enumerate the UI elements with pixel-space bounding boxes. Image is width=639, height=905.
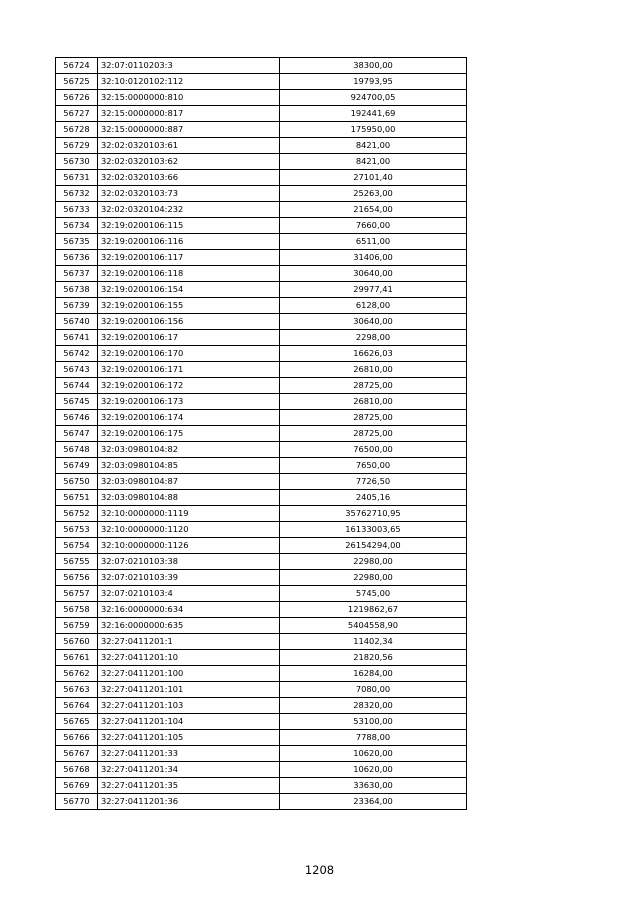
value-cell: 53100,00 [280,714,467,730]
cadastral-number-cell: 32:27:0411201:104 [98,714,280,730]
value-cell: 28320,00 [280,698,467,714]
row-number-cell: 56736 [56,250,98,266]
row-number-cell: 56747 [56,426,98,442]
table-row [56,170,467,186]
value-cell: 28725,00 [280,410,467,426]
value-cell: 28725,00 [280,378,467,394]
value-cell: 5745,00 [280,586,467,602]
value-cell: 7080,00 [280,682,467,698]
table-row [56,314,467,330]
value-cell: 28725,00 [280,426,467,442]
cadastral-number-cell: 32:15:0000000:887 [98,122,280,138]
cadastral-number-cell: 32:19:0200106:171 [98,362,280,378]
cadastral-number-cell: 32:03:0980104:82 [98,442,280,458]
table-row [56,730,467,746]
value-cell: 6128,00 [280,298,467,314]
value-cell: 7726,50 [280,474,467,490]
cadastral-number-cell: 32:02:0320103:73 [98,186,280,202]
cadastral-number-cell: 32:19:0200106:156 [98,314,280,330]
cadastral-number-cell: 32:19:0200106:116 [98,234,280,250]
cadastral-number-cell: 32:27:0411201:1 [98,634,280,650]
table-row [56,138,467,154]
table-row [56,282,467,298]
cadastral-number-cell: 32:27:0411201:33 [98,746,280,762]
table-row [56,698,467,714]
cadastral-number-cell: 32:03:0980104:88 [98,490,280,506]
cadastral-number-cell: 32:07:0210103:38 [98,554,280,570]
value-cell: 7660,00 [280,218,467,234]
row-number-cell: 56724 [56,58,98,74]
cadastral-number-cell: 32:19:0200106:172 [98,378,280,394]
table-row [56,682,467,698]
row-number-cell: 56757 [56,586,98,602]
table-row [56,746,467,762]
row-number-cell: 56764 [56,698,98,714]
table-row [56,490,467,506]
value-cell: 38300,00 [280,58,467,74]
row-number-cell: 56760 [56,634,98,650]
value-cell: 16626,03 [280,346,467,362]
table-row [56,602,467,618]
table-row [56,762,467,778]
row-number-cell: 56759 [56,618,98,634]
table-row [56,186,467,202]
cadastral-number-cell: 32:10:0000000:1120 [98,522,280,538]
value-cell: 22980,00 [280,554,467,570]
value-cell: 26810,00 [280,394,467,410]
table-row [56,122,467,138]
value-cell: 192441,69 [280,106,467,122]
row-number-cell: 56769 [56,778,98,794]
cadastral-number-cell: 32:27:0411201:34 [98,762,280,778]
cadastral-number-cell: 32:15:0000000:810 [98,90,280,106]
value-cell: 26810,00 [280,362,467,378]
cadastral-number-cell: 32:19:0200106:118 [98,266,280,282]
table-row [56,394,467,410]
table-row [56,154,467,170]
row-number-cell: 56756 [56,570,98,586]
cadastral-number-cell: 32:03:0980104:87 [98,474,280,490]
cadastral-number-cell: 32:02:0320104:232 [98,202,280,218]
value-cell: 25263,00 [280,186,467,202]
cadastral-number-cell: 32:07:0210103:4 [98,586,280,602]
table-row [56,586,467,602]
value-cell: 924700,05 [280,90,467,106]
value-cell: 6511,00 [280,234,467,250]
table-row [56,330,467,346]
value-cell: 19793,95 [280,74,467,90]
value-cell: 175950,00 [280,122,467,138]
value-cell: 76500,00 [280,442,467,458]
cadastral-number-cell: 32:16:0000000:635 [98,618,280,634]
row-number-cell: 56753 [56,522,98,538]
table-row [56,506,467,522]
value-cell: 35762710,95 [280,506,467,522]
row-number-cell: 56729 [56,138,98,154]
value-cell: 31406,00 [280,250,467,266]
row-number-cell: 56731 [56,170,98,186]
value-cell: 16133003,65 [280,522,467,538]
cadastral-number-cell: 32:19:0200106:155 [98,298,280,314]
row-number-cell: 56730 [56,154,98,170]
table-row [56,218,467,234]
table-row [56,634,467,650]
table-row [56,90,467,106]
row-number-cell: 56748 [56,442,98,458]
table-row [56,250,467,266]
table-row [56,58,467,74]
row-number-cell: 56735 [56,234,98,250]
table-row [56,346,467,362]
cadastral-number-cell: 32:02:0320103:66 [98,170,280,186]
cadastral-number-cell: 32:02:0320103:62 [98,154,280,170]
table-row [56,74,467,90]
value-cell: 2405,16 [280,490,467,506]
table-row [56,522,467,538]
value-cell: 30640,00 [280,266,467,282]
row-number-cell: 56762 [56,666,98,682]
row-number-cell: 56734 [56,218,98,234]
row-number-cell: 56725 [56,74,98,90]
table-body [56,58,467,810]
value-cell: 21654,00 [280,202,467,218]
value-cell: 8421,00 [280,138,467,154]
cadastral-number-cell: 32:02:0320103:61 [98,138,280,154]
value-cell: 7650,00 [280,458,467,474]
cadastral-number-cell: 32:19:0200106:115 [98,218,280,234]
table-row [56,410,467,426]
table-row [56,666,467,682]
cadastral-number-cell: 32:27:0411201:105 [98,730,280,746]
row-number-cell: 56726 [56,90,98,106]
table-row [56,298,467,314]
row-number-cell: 56765 [56,714,98,730]
cadastral-number-cell: 32:10:0120102:112 [98,74,280,90]
row-number-cell: 56749 [56,458,98,474]
cadastral-number-cell: 32:19:0200106:174 [98,410,280,426]
table-row [56,618,467,634]
cadastral-number-cell: 32:19:0200106:175 [98,426,280,442]
table-row [56,378,467,394]
value-cell: 29977,41 [280,282,467,298]
row-number-cell: 56728 [56,122,98,138]
cadastral-number-cell: 32:03:0980104:85 [98,458,280,474]
cadastral-value-table [55,57,467,810]
row-number-cell: 56743 [56,362,98,378]
row-number-cell: 56741 [56,330,98,346]
value-cell: 10620,00 [280,746,467,762]
cadastral-number-cell: 32:10:0000000:1126 [98,538,280,554]
row-number-cell: 56740 [56,314,98,330]
value-cell: 16284,00 [280,666,467,682]
cadastral-number-cell: 32:19:0200106:170 [98,346,280,362]
cadastral-number-cell: 32:27:0411201:10 [98,650,280,666]
value-cell: 5404558,90 [280,618,467,634]
cadastral-number-cell: 32:27:0411201:101 [98,682,280,698]
value-cell: 10620,00 [280,762,467,778]
table-row [56,106,467,122]
cadastral-number-cell: 32:19:0200106:173 [98,394,280,410]
row-number-cell: 56766 [56,730,98,746]
cadastral-number-cell: 32:19:0200106:117 [98,250,280,266]
table-row [56,266,467,282]
value-cell: 2298,00 [280,330,467,346]
value-cell: 1219862,67 [280,602,467,618]
row-number-cell: 56742 [56,346,98,362]
table-row [56,362,467,378]
table-row [56,234,467,250]
table-row [56,426,467,442]
row-number-cell: 56768 [56,762,98,778]
cadastral-number-cell: 32:19:0200106:154 [98,282,280,298]
cadastral-number-cell: 32:19:0200106:17 [98,330,280,346]
table-row [56,778,467,794]
row-number-cell: 56745 [56,394,98,410]
row-number-cell: 56752 [56,506,98,522]
row-number-cell: 56751 [56,490,98,506]
value-cell: 33630,00 [280,778,467,794]
row-number-cell: 56733 [56,202,98,218]
table-row [56,554,467,570]
value-cell: 21820,56 [280,650,467,666]
row-number-cell: 56739 [56,298,98,314]
row-number-cell: 56737 [56,266,98,282]
table-row [56,794,467,810]
table-row [56,570,467,586]
table-row [56,538,467,554]
page-number: 1208 [304,863,335,877]
value-cell: 7788,00 [280,730,467,746]
table-row [56,442,467,458]
value-cell: 30640,00 [280,314,467,330]
cadastral-number-cell: 32:27:0411201:103 [98,698,280,714]
row-number-cell: 56761 [56,650,98,666]
row-number-cell: 56767 [56,746,98,762]
row-number-cell: 56750 [56,474,98,490]
value-cell: 11402,34 [280,634,467,650]
table-row [56,474,467,490]
cadastral-number-cell: 32:27:0411201:36 [98,794,280,810]
row-number-cell: 56755 [56,554,98,570]
cadastral-number-cell: 32:16:0000000:634 [98,602,280,618]
cadastral-number-cell: 32:07:0110203:3 [98,58,280,74]
cadastral-number-cell: 32:10:0000000:1119 [98,506,280,522]
row-number-cell: 56754 [56,538,98,554]
row-number-cell: 56744 [56,378,98,394]
cadastral-number-cell: 32:27:0411201:35 [98,778,280,794]
value-cell: 8421,00 [280,154,467,170]
row-number-cell: 56758 [56,602,98,618]
table-row [56,714,467,730]
row-number-cell: 56746 [56,410,98,426]
value-cell: 27101,40 [280,170,467,186]
table-row [56,202,467,218]
cadastral-number-cell: 32:27:0411201:100 [98,666,280,682]
cadastral-number-cell: 32:15:0000000:817 [98,106,280,122]
table-row [56,650,467,666]
row-number-cell: 56738 [56,282,98,298]
cadastral-number-cell: 32:07:0210103:39 [98,570,280,586]
row-number-cell: 56763 [56,682,98,698]
row-number-cell: 56770 [56,794,98,810]
row-number-cell: 56727 [56,106,98,122]
row-number-cell: 56732 [56,186,98,202]
table-row [56,458,467,474]
value-cell: 22980,00 [280,570,467,586]
value-cell: 23364,00 [280,794,467,810]
value-cell: 26154294,00 [280,538,467,554]
